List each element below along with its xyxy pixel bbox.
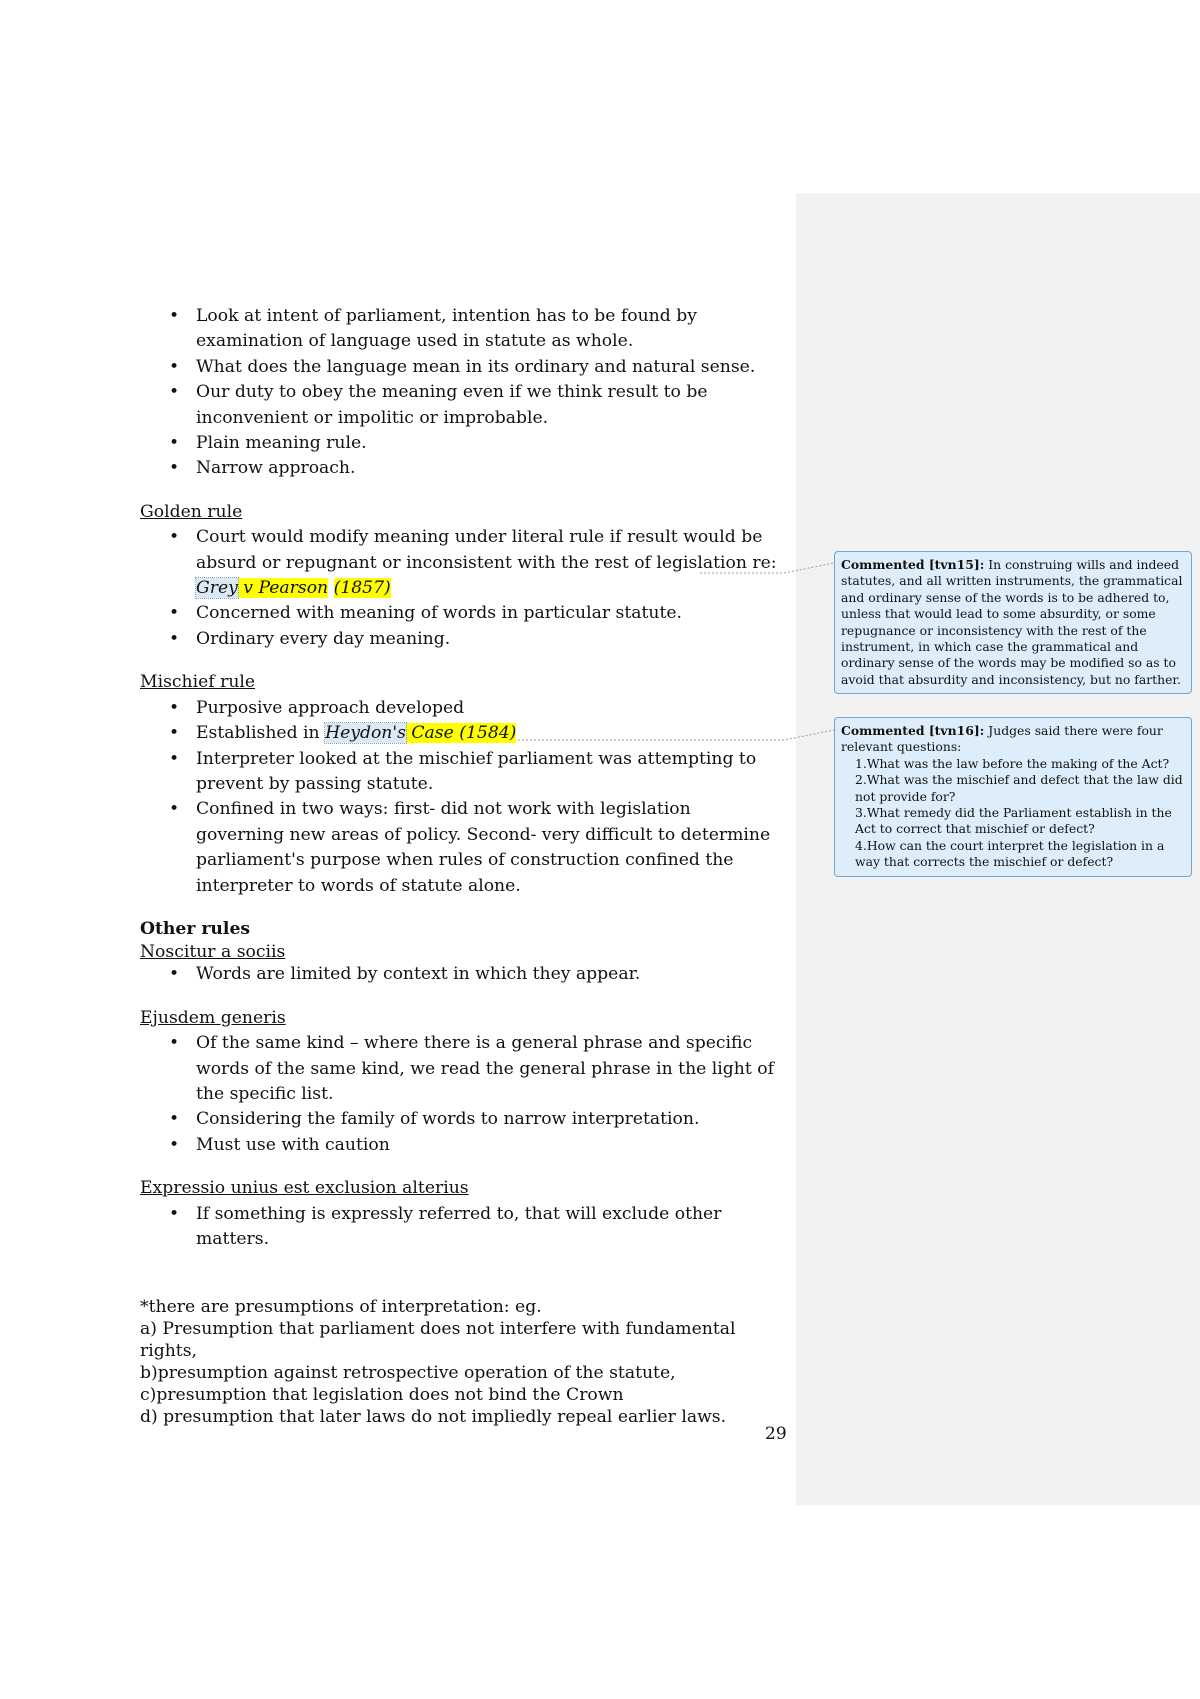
mischief-rule-heading: Mischief rule <box>140 672 256 693</box>
list-item: • Look at intent of parliament, intention has to be found by examination of language used in statute as whole. <box>196 304 780 355</box>
list-item: 1.What was the law before the making of the Act? <box>855 755 1170 771</box>
list-item: • Considering the family of words to narrow interpretation. <box>196 1107 780 1132</box>
presumption-a: a) Presumption that parliament does not interfere with fundamental rights, <box>140 1319 736 1362</box>
comment-author-tag: Commented [tvn15]: <box>841 557 985 572</box>
list-item: • Ordinary every day meaning. <box>196 627 780 652</box>
case-name-pearson: v Pearson <box>237 578 329 599</box>
list-item: • If something is expressly referred to, that will exclude other matters. <box>196 1202 780 1253</box>
mischief-rule-list <box>140 696 780 899</box>
list-item: 2.What was the mischief and defect that the law did not provide for? <box>855 772 1183 804</box>
comment-tvn16[interactable] <box>834 717 1192 877</box>
page-number: 29 <box>765 1424 787 1444</box>
case-name-heydons: Heydon's <box>325 723 406 744</box>
list-item: 3.What remedy did the Parliament establish in the Act to correct that mischief or defect? <box>855 805 1172 837</box>
expressio-list <box>140 1202 780 1253</box>
golden-rule-list <box>140 525 780 652</box>
presumptions-intro: *there are presumptions of interpretation: eg. <box>140 1297 542 1318</box>
document-body <box>140 304 780 1428</box>
golden-rule-heading: Golden rule <box>140 501 243 522</box>
list-item: • Interpreter looked at the mischief parliament was attempting to prevent by passing statute. <box>196 747 780 798</box>
case-year: (1857) <box>333 578 391 599</box>
case-name-grey: Grey <box>196 578 238 599</box>
presumption-d: d) presumption that later laws do not impliedly repeal earlier laws. <box>140 1407 727 1428</box>
comment-author-tag: Commented [tvn16]: <box>841 723 985 738</box>
comment-text: Judges said there were four relevant questions: <box>841 723 1163 755</box>
literal-rule-list <box>140 304 780 482</box>
list-item: • Must use with caution <box>196 1133 780 1158</box>
list-item: • Plain meaning rule. <box>196 431 780 456</box>
list-item: 4.How can the court interpret the legislation in a way that corrects the mischief or defect? <box>855 837 1165 870</box>
list-item: • Purposive approach developed <box>196 696 780 721</box>
presumption-b: b)presumption against retrospective operation of the statute, <box>140 1363 676 1384</box>
comment-text: In construing wills and indeed statutes, and all written instruments, the grammatical and ordinary sense of the words is to be adhered to, unless that would lead to some absurdity, or some repugnance or inconsistency with the rest of the instrument, in which case the grammatical and ordinary sense of the words may be modified so as to avoid that absurdity and inconsistency, but no farther. <box>841 557 1183 687</box>
comment-tvn15[interactable] <box>834 551 1192 694</box>
noscitur-heading: Noscitur a sociis <box>140 942 286 963</box>
presumptions-block <box>140 1296 780 1428</box>
presumption-c: c)presumption that legislation does not bind the Crown <box>140 1385 624 1406</box>
list-item: • Confined in two ways: first- did not work with legislation governing new areas of policy. Second- very difficult to determine parliament's purpose when rules of construction confined the interpreter to words of statute alone. <box>196 797 780 899</box>
list-item: • Concerned with meaning of words in particular statute. <box>196 601 780 626</box>
list-item: • Court would modify meaning under literal rule if result would be absurd or repugnant or inconsistent with the rest of legislation re: Grey v Pearson (1857) <box>196 525 780 601</box>
list-item: • Established in Heydon's Case (1584) <box>196 721 780 746</box>
noscitur-list <box>140 962 780 987</box>
case-name-case-1584: Case (1584) <box>405 723 517 744</box>
list-item: • What does the language mean in its ordinary and natural sense. <box>196 355 780 380</box>
ejusdem-heading: Ejusdem generis <box>140 1007 286 1028</box>
list-item: • Our duty to obey the meaning even if we think result to be inconvenient or impolitic or improbable. <box>196 380 780 431</box>
comment-question-list <box>841 756 1185 871</box>
list-item: • Of the same kind – where there is a general phrase and specific words of the same kind, we read the general phrase in the light of the specific list. <box>196 1031 780 1107</box>
list-item: • Narrow approach. <box>196 456 780 481</box>
list-item: • Words are limited by context in which they appear. <box>196 962 780 987</box>
expressio-heading: Expressio unius est exclusion alterius <box>140 1178 469 1199</box>
ejusdem-list <box>140 1031 780 1158</box>
other-rules-heading: Other rules <box>140 918 251 939</box>
